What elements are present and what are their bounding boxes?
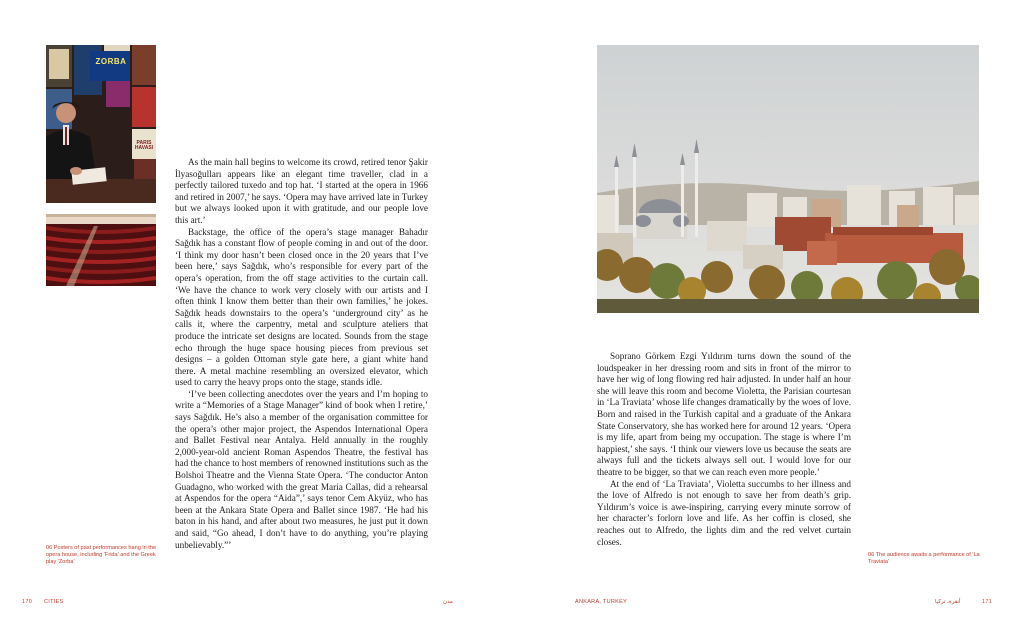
poster-title-zorba: ZORBA	[95, 57, 127, 66]
section-label: CITIES	[44, 599, 64, 605]
opera-posters-photo	[46, 45, 156, 203]
article-column-left	[175, 157, 428, 551]
paragraph: Backstage, the office of the opera’s stage manager Bahadır Sağdık has a constant flow of people coming in and out of the door. ‘I think my door hasn’t been closed once in the 20 years that I’ve been here,’ says Sağdık, who’s responsible for every part of the opera’s operation, from the off stage activities to the curtain call. ‘We have the chance to work very closely with our artists and I often think I know them better than their own families,’ he jokes. Sağdık heads downstairs to the opera’s ‘underground city’ as he calls it, where the carpentry, metal and sculpture ateliers that produce the intricate set designs are located. Sounds from the stage echo through the huge space housing pieces from previous set designs – a golden Ottoman style gate here, a giant white hand there. A metal machine resembling an oversized elevator, which used to carry the heavy props onto the stage, stands idle.	[175, 226, 428, 388]
photo-caption-right: 06 The audience awaits a performance of 'La Traviata'	[868, 552, 980, 565]
location-label-arabic: أنقرة، تركيا	[935, 599, 961, 605]
page-number-left: 170	[22, 599, 33, 605]
section-label-arabic: مدن	[443, 599, 453, 605]
page-number-right: 171	[982, 599, 993, 605]
photo-caption-left: 06 Posters of past performances hang in the opera house, including 'Frida' and the Greek play 'Zorba'	[46, 545, 157, 565]
audience-hall-photo	[46, 214, 156, 286]
paragraph: Soprano Görkem Ezgi Yıldırım turns down the sound of the loudspeaker in her dressing room and sits in front of the mirror to have her wig of long flowing red hair adjusted. In under half an hour she will leave this room and become Violetta, the Parisian courtesan in ‘La Traviata’ whose life changes dramatically by the woes of love. Born and raised in the Turkish capital and a graduate of the Ankara State Conservatory, she has worked here for around 12 years. ‘Opera is my life, apart from being my occupation. The stage is where I’m happiest,’ she says. ‘I think our viewers love us because the seats are always full and the tickets always sell out. I would love for our theatre to be bigger, so that we can reach even more people.’	[597, 351, 851, 477]
paragraph: At the end of ‘La Traviata’, Violetta succumbs to her illness and the love of Alfredo is not enough to save her from death’s grip. Yıldırım’s voice is awe-inspiring, carrying every minute sorrow of her character’s forlorn love and life. As her coffin is closed, she reaches out to Alfredo, the lights dim and the red velvet curtain closes.	[597, 478, 851, 547]
ankara-cityscape-photo	[597, 45, 979, 313]
poster-title-paris-havasi: PARIS HAVASI	[134, 140, 154, 151]
article-column-right	[597, 351, 851, 548]
location-label: ANKARA, TURKEY	[575, 599, 628, 605]
paragraph: ‘I’ve been collecting anecdotes over the years and I’m hoping to write a “Memories of a Stage Manager” kind of book when I retire,’ says Sağdık. He’s also a member of the organisation committee for the opera’s other major project, the Aspendos International Opera and Ballet Festival near Antalya. Held annually in the roughly 2,000-year-old ancient Roman Aspendos Theatre, the festival has had the chance to host members of renowned institutions such as the Bolshoi Theatre and the Vienna State Opera. ‘The conductor Anton Guadagno, who worked with the great Maria Callas, did a rehearsal at Aspendos for the opera “Aida”,’ says tenor Cem Akyüz, who has been at the Ankara State Opera and Ballet since 1987. ‘He had his baton in his hand, and after about two measures, he just put it down and said, “Go ahead, I don’t have to do anything, you’re playing unbelievably.”’	[175, 388, 428, 550]
paragraph: As the main hall begins to welcome its crowd, retired tenor Şakir İlyasoğulları appears like an elegant time traveller, clad in a perfectly tailored tuxedo and top hat. ‘I started at the opera in 1966 and retired in 2007,’ he says. ‘Opera may have arrived late in Turkey but we always looked upon it with gratitude, and our people love this art.’	[175, 157, 428, 225]
